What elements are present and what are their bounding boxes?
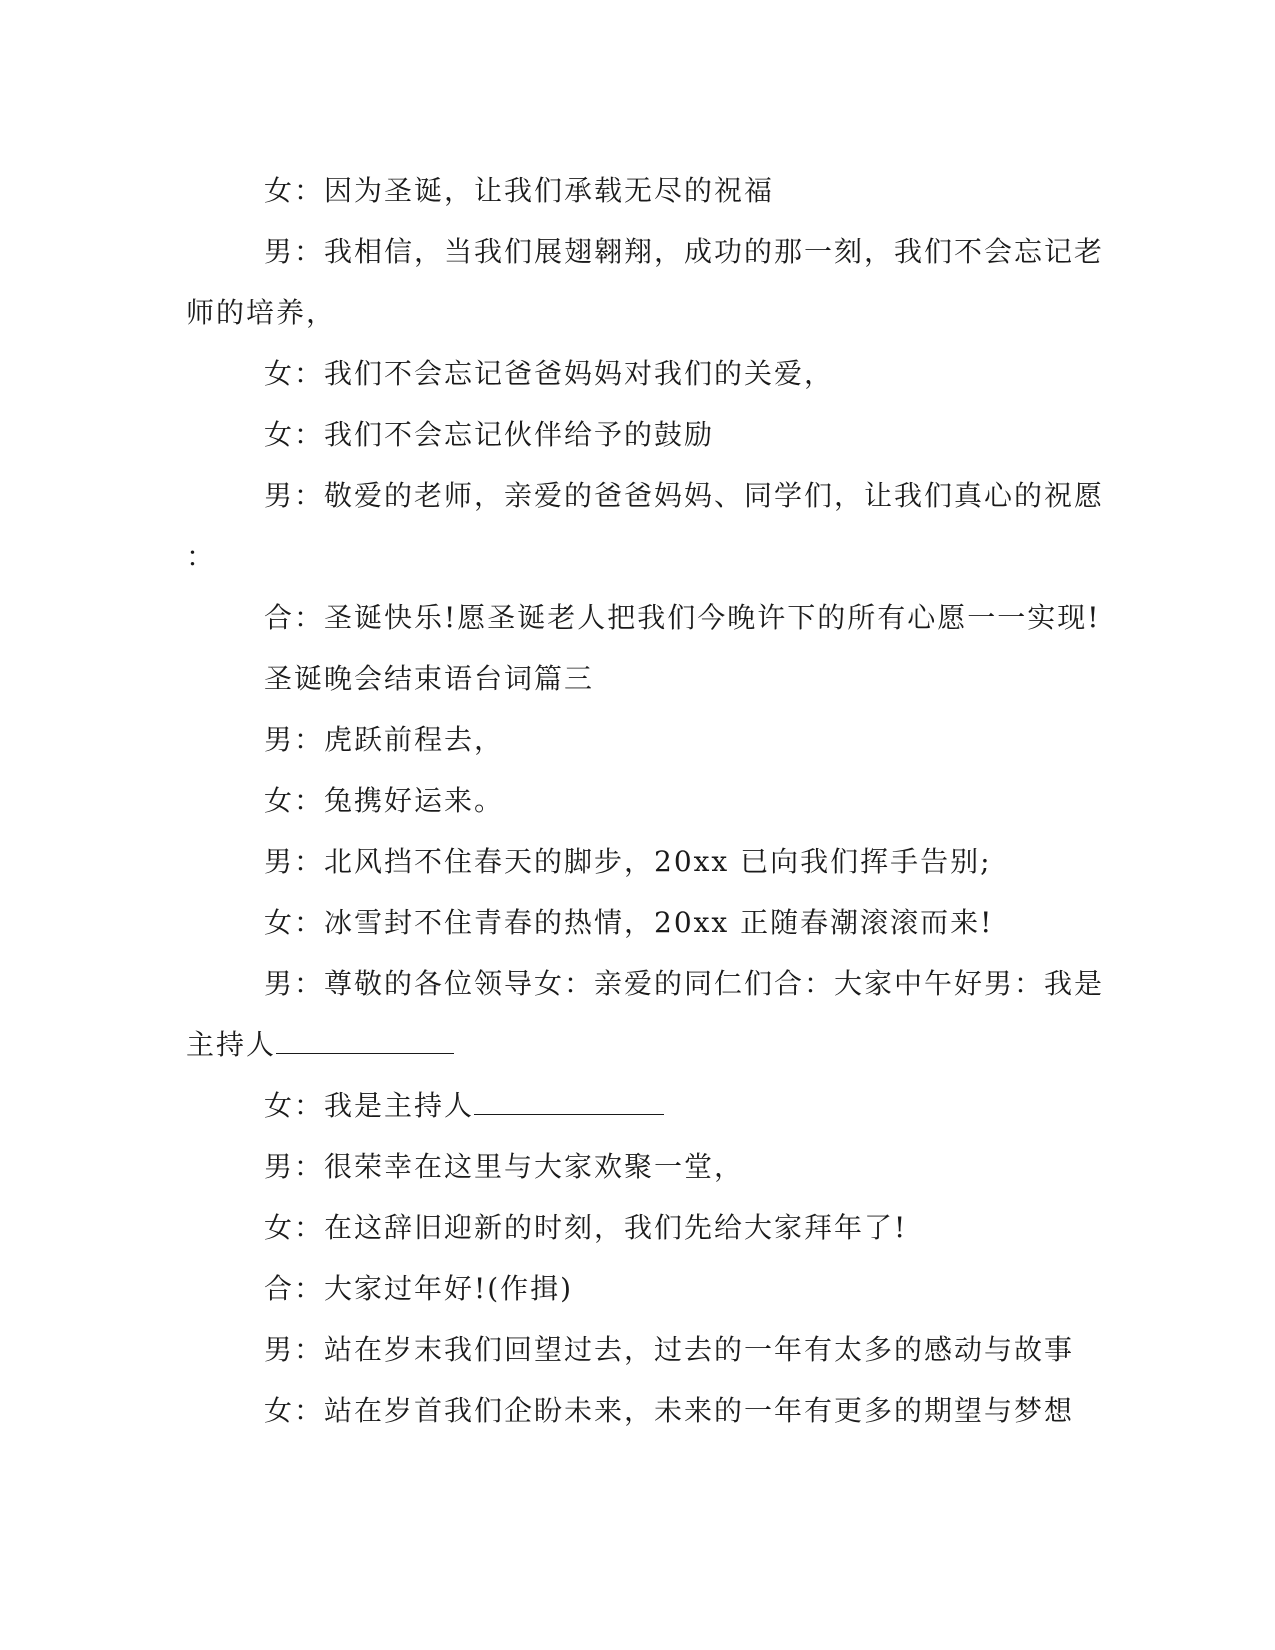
paragraph-line: 女：兔携好运来。 — [264, 784, 505, 817]
paragraph-line: 男：很荣幸在这里与大家欢聚一堂， — [264, 1150, 745, 1183]
paragraph-line: 男：站在岁末我们回望过去，过去的一年有太多的感动与故事 — [264, 1333, 1075, 1366]
fill-in-blank — [474, 1086, 664, 1115]
paragraph-line-with-blank — [186, 1014, 1076, 1075]
paragraph-line: 女：我们不会忘记伙伴给予的鼓励 — [264, 418, 715, 451]
paragraph-line-with-blank — [186, 1075, 1076, 1136]
fill-in-blank — [276, 1025, 454, 1054]
paragraph-line: 男：我相信，当我们展翅翱翔，成功的那一刻，我们不会忘记老 — [264, 235, 1105, 268]
host-label: 女：我是主持人 — [264, 1089, 475, 1122]
paragraph-line: 合：圣诞快乐!愿圣诞老人把我们今晚许下的所有心愿一一实现! — [264, 601, 1101, 634]
paragraph-line: 男：敬爱的老师，亲爱的爸爸妈妈、同学们，让我们真心的祝愿 — [264, 479, 1105, 512]
section-heading: 圣诞晚会结束语台词篇三 — [264, 662, 595, 695]
paragraph-line: 女：站在岁首我们企盼未来，未来的一年有更多的期望与梦想 — [264, 1394, 1075, 1427]
paragraph-line: 女：因为圣诞，让我们承载无尽的祝福 — [264, 174, 775, 207]
paragraph-line: 男：尊敬的各位领导女：亲爱的同仁们合：大家中午好男：我是 — [264, 967, 1105, 1000]
document-body — [186, 160, 1105, 1441]
paragraph-line: 男：北风挡不住春天的脚步，20xx 已向我们挥手告别; — [264, 845, 992, 878]
paragraph-line: 女：在这辞旧迎新的时刻，我们先给大家拜年了! — [264, 1211, 908, 1244]
paragraph-line: 师的培养， — [186, 296, 337, 329]
paragraph-line: 男：虎跃前程去， — [264, 723, 505, 756]
paragraph-line: 女：冰雪封不住青春的热情，20xx 正随春潮滚滚而来! — [264, 906, 994, 939]
paragraph-line: 合：大家过年好!(作揖) — [264, 1272, 574, 1305]
paragraph-line: ： — [186, 540, 217, 573]
host-label: 主持人 — [186, 1028, 277, 1061]
paragraph-line: 女：我们不会忘记爸爸妈妈对我们的关爱， — [264, 357, 835, 390]
